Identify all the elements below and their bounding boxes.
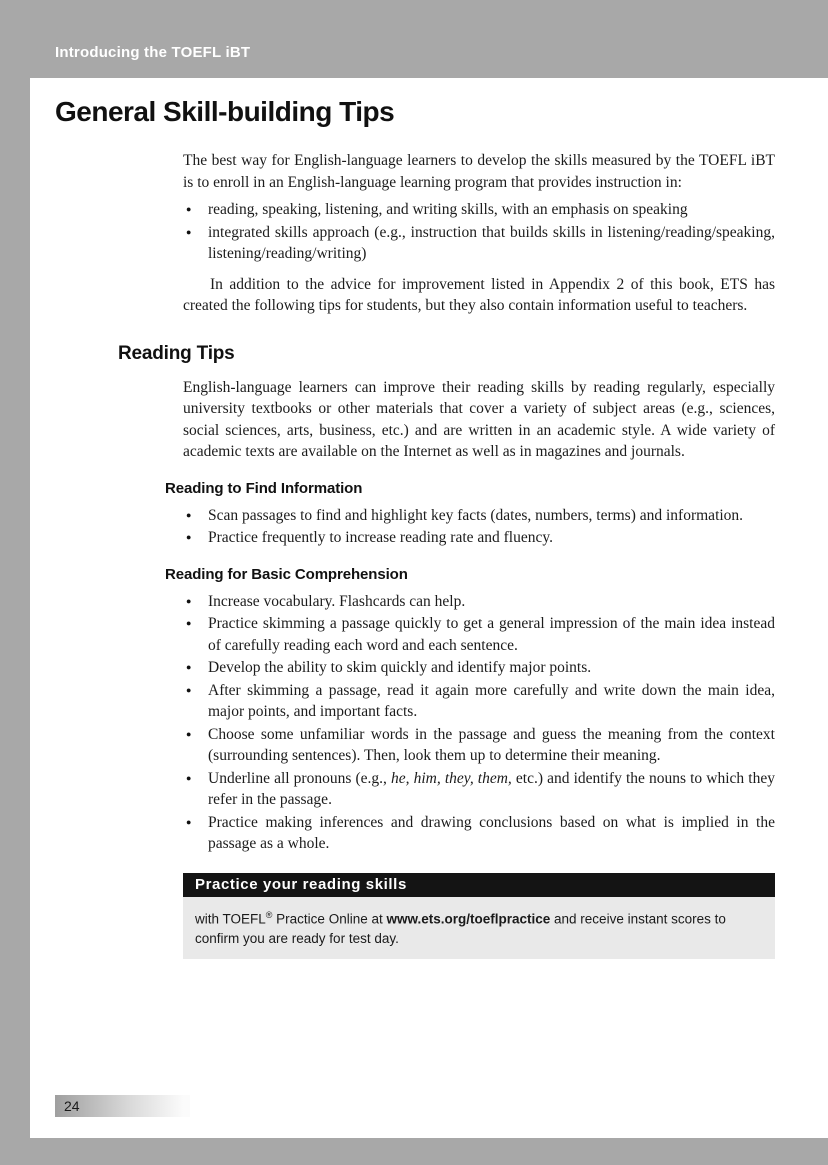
page-number-bar	[55, 1095, 190, 1117]
practice-box	[183, 873, 775, 960]
reading-tips-intro: English-language learners can improve their reading skills by reading regularly, especially university textbooks or other materials that cover a variety of subject areas (e.g., sciences, social sciences, arts, business, etc.) and are written in an academic style. A wide variety of academic texts are available on the Internet as well as in magazines and journals.	[183, 378, 775, 460]
bullet-icon: ●	[186, 509, 192, 520]
registered-mark: ®	[265, 909, 273, 920]
bullet-icon: ●	[186, 595, 192, 606]
find-information-bullet-list	[186, 505, 775, 549]
subsection-heading-find-information: Reading to Find Information	[165, 479, 363, 497]
list-item	[186, 527, 775, 549]
bullet-icon: ●	[186, 618, 192, 628]
list-item-text	[208, 768, 775, 811]
page-number: 24	[64, 1098, 80, 1114]
page-title: General Skill-building Tips	[55, 96, 395, 127]
section-heading-reading-tips: Reading Tips	[118, 342, 235, 364]
bullet-icon: ●	[186, 532, 192, 542]
list-item-text: Practice frequently to increase reading rate and fluency.	[208, 529, 553, 546]
list-item-text: integrated skills approach (e.g., instruction that builds skills in listening/reading/speaking, listening/reading/writing)	[208, 223, 775, 262]
list-item-text-part: Underline all pronouns (e.g.,	[208, 769, 392, 787]
practice-body-text: with TOEFL	[195, 911, 266, 926]
practice-body-text: and receive instant scores to confirm you are ready for test day.	[195, 911, 726, 946]
bullet-icon: ●	[186, 662, 192, 672]
running-header: Introducing the TOEFL iBT	[55, 44, 251, 61]
list-item	[186, 680, 775, 723]
intro-bullet-list	[186, 199, 775, 265]
bullet-icon: ●	[186, 226, 192, 237]
list-item-text: Practice making inferences and drawing conclusions based on what is implied in the passage as a whole.	[208, 813, 775, 852]
list-item-text: Develop the ability to skim quickly and identify major points.	[208, 659, 592, 676]
practice-box-title: Practice your reading skills	[183, 873, 775, 897]
practice-url: www.ets.org/toeflpractice	[386, 911, 551, 926]
bullet-icon: ●	[186, 816, 192, 827]
list-item-text: Scan passages to find and highlight key facts (dates, numbers, terms) and information.	[208, 506, 744, 524]
practice-box-body	[183, 897, 775, 960]
list-item	[186, 768, 775, 811]
practice-body-text: Practice Online at	[272, 911, 387, 926]
list-item-text-italic: he, him, they, them,	[391, 769, 512, 787]
list-item	[186, 724, 775, 767]
bullet-icon: ●	[186, 204, 192, 214]
list-item-text: Choose some unfamiliar words in the passage and guess the meaning from the context (surrounding sentences). Then, look them up to determine their meaning.	[208, 725, 775, 764]
list-item	[186, 591, 775, 613]
intro-paragraph-2: In addition to the advice for improvement listed in Appendix 2 of this book, ETS has created the following tips for students, but they also contain information useful to teachers.	[183, 275, 775, 314]
bullet-icon: ●	[186, 684, 192, 695]
list-item-text: reading, speaking, listening, and writing skills, with an emphasis on speaking	[208, 201, 688, 218]
intro-paragraph-1: The best way for English-language learners to develop the skills measured by the TOEFL iBT is to enroll in an English-language learning program that provides instruction in:	[183, 152, 775, 191]
bullet-icon: ●	[186, 772, 192, 783]
list-item-text: Increase vocabulary. Flashcards can help.	[208, 592, 466, 610]
list-item	[186, 657, 775, 679]
list-item-text: Practice skimming a passage quickly to get a general impression of the main idea instead of carefully reading each word and each sentence.	[208, 615, 775, 654]
list-item	[186, 613, 775, 656]
bullet-icon: ●	[186, 728, 192, 739]
list-item	[186, 812, 775, 855]
list-item	[186, 199, 775, 221]
subsection-heading-basic-comprehension: Reading for Basic Comprehension	[165, 565, 408, 583]
list-item-text-part: etc.) and identify the nouns to which they refer in the passage.	[208, 769, 775, 808]
list-item-text: After skimming a passage, read it again more carefully and write down the main idea, major points, and important facts.	[208, 681, 775, 720]
book-page	[30, 78, 828, 1138]
list-item	[186, 505, 775, 527]
list-item	[186, 222, 775, 265]
basic-comprehension-bullet-list	[186, 591, 775, 855]
